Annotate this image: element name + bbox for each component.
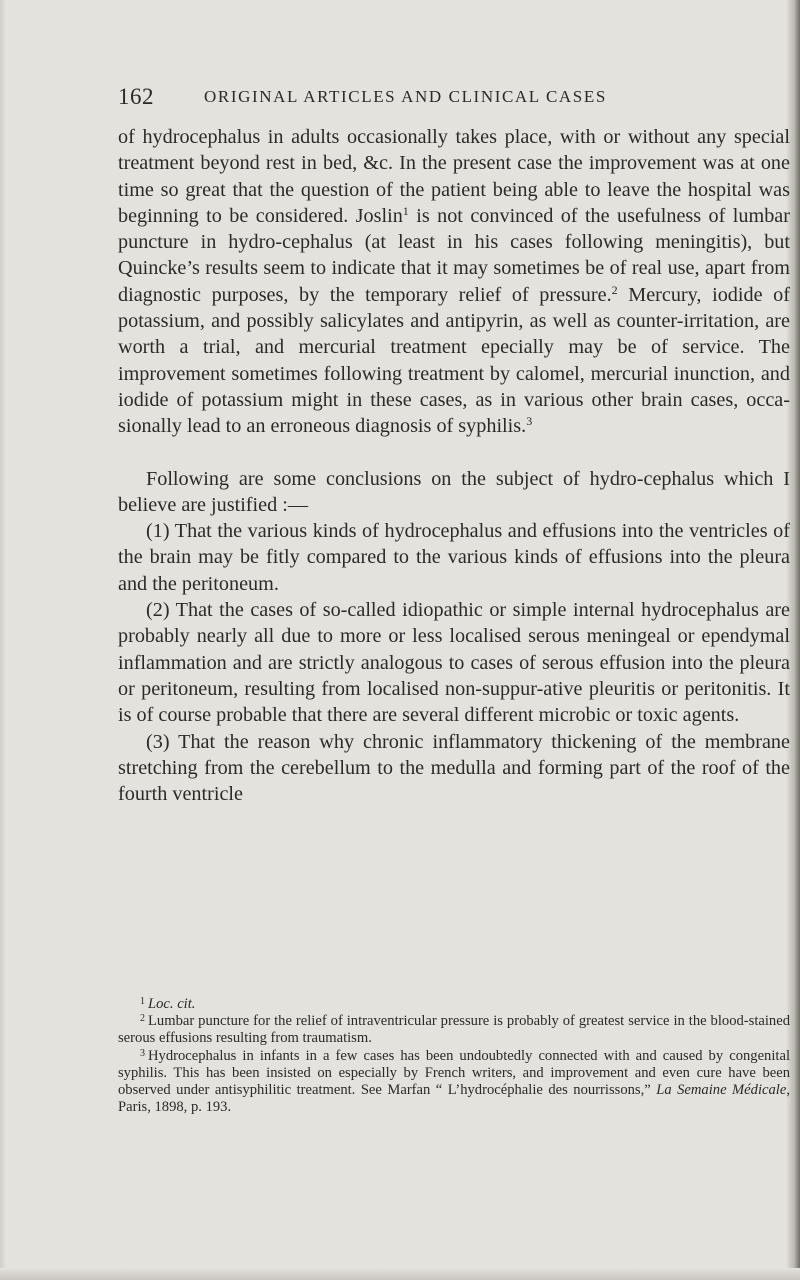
page-edge-bottom bbox=[0, 1268, 800, 1280]
footnote-1: $^1$ Loc. cit. bbox=[140, 996, 196, 1012]
footnote-mark: 3 bbox=[140, 1047, 145, 1059]
paragraph-conclusion-3: (3) That the reason why chronic inflammatory thickening of the membrane stretching from the cerebellum to the medulla and forming part of the roof of the fourth ventricle bbox=[118, 730, 790, 806]
footnote-3: $^3$ Hydrocephalus in infants in a few cases has been undoubtedly connected with and caused by congenital syphilis. This has been insisted on especially by French writers, and improvement and even cure have been observed under antisyphilitic treatment. See Marfan “ L’hydrocéphalie des nourrissons,” La Semaine Médicale, Paris, 1898, p. 193. bbox=[118, 1047, 790, 1116]
footnote-ref-1: 1 bbox=[402, 203, 409, 218]
paragraph-conclusions-intro: Following are some conclusions on the subject of hydro-cephalus which I believe are justified :— bbox=[118, 467, 790, 516]
footnote-ref-2: 2 bbox=[611, 282, 618, 297]
footnote-ref-3: 3 bbox=[526, 414, 533, 429]
footnote-2: $^2$ Lumbar puncture for the relief of intraventricular pressure is probably of greatest service in the blood-stained serous effusions resulting from traumatism. bbox=[118, 1013, 790, 1047]
paragraph-conclusion-2: (2) That the cases of so-called idiopathic or simple internal hydrocephalus are probably nearly all due to more or less localised serous meningeal or ependymal inflammation and are strictly analogous to cases of serous effusion into the pleura or peritoneum, resulting from localised non-suppur-ative pleuritis or peritonitis. It is of course probable that there are several different microbic or toxic agents. bbox=[118, 599, 790, 727]
page-number: 162 bbox=[118, 84, 154, 109]
running-head: ORIGINAL ARTICLES AND CLINICAL CASES bbox=[204, 87, 607, 106]
footnote-mark: 2 bbox=[140, 1013, 145, 1025]
footnotes bbox=[118, 996, 790, 1116]
body-text bbox=[118, 124, 790, 807]
footnote-mark: 1 bbox=[140, 996, 145, 1007]
paragraph-conclusion-1: (1) That the various kinds of hydrocephalus and effusions into the ventricles of the brain may be fitly compared to the various kinds of effusions into the pleura and the peritoneum. bbox=[118, 520, 790, 595]
paragraph-continuation: of hydrocephalus in adults occasionally takes place, with or without any special treatment beyond rest in bed, &c. In the present case the improvement was at one time so great that the question of the patient being able to leave the hospital was beginning to be considered. Joslin$^1$ is not convinced of the usefulness of lumbar puncture in hydro-cephalus (at least in his cases following meningitis), but Quincke’s results seem to indicate that it may sometimes be of real use, apart from diagnostic purposes, by the temporary relief of pressure.$^2$ Mercury, iodide of potassium, and possibly salicylates and antipyrin, as well as counter-irritation, are worth a trial, and mercurial treatment epecially may be of service. The improvement sometimes following treatment by calomel, mercurial inunction, and iodide of potassium might in these cases, as in various other brain cases, occa-sionally lead to an erroneous diagnosis of syphilis.$^3$ bbox=[118, 126, 790, 438]
journal-title: La Semaine Médicale bbox=[656, 1082, 787, 1099]
page-edge-left bbox=[0, 0, 6, 1280]
page-header bbox=[118, 84, 678, 110]
